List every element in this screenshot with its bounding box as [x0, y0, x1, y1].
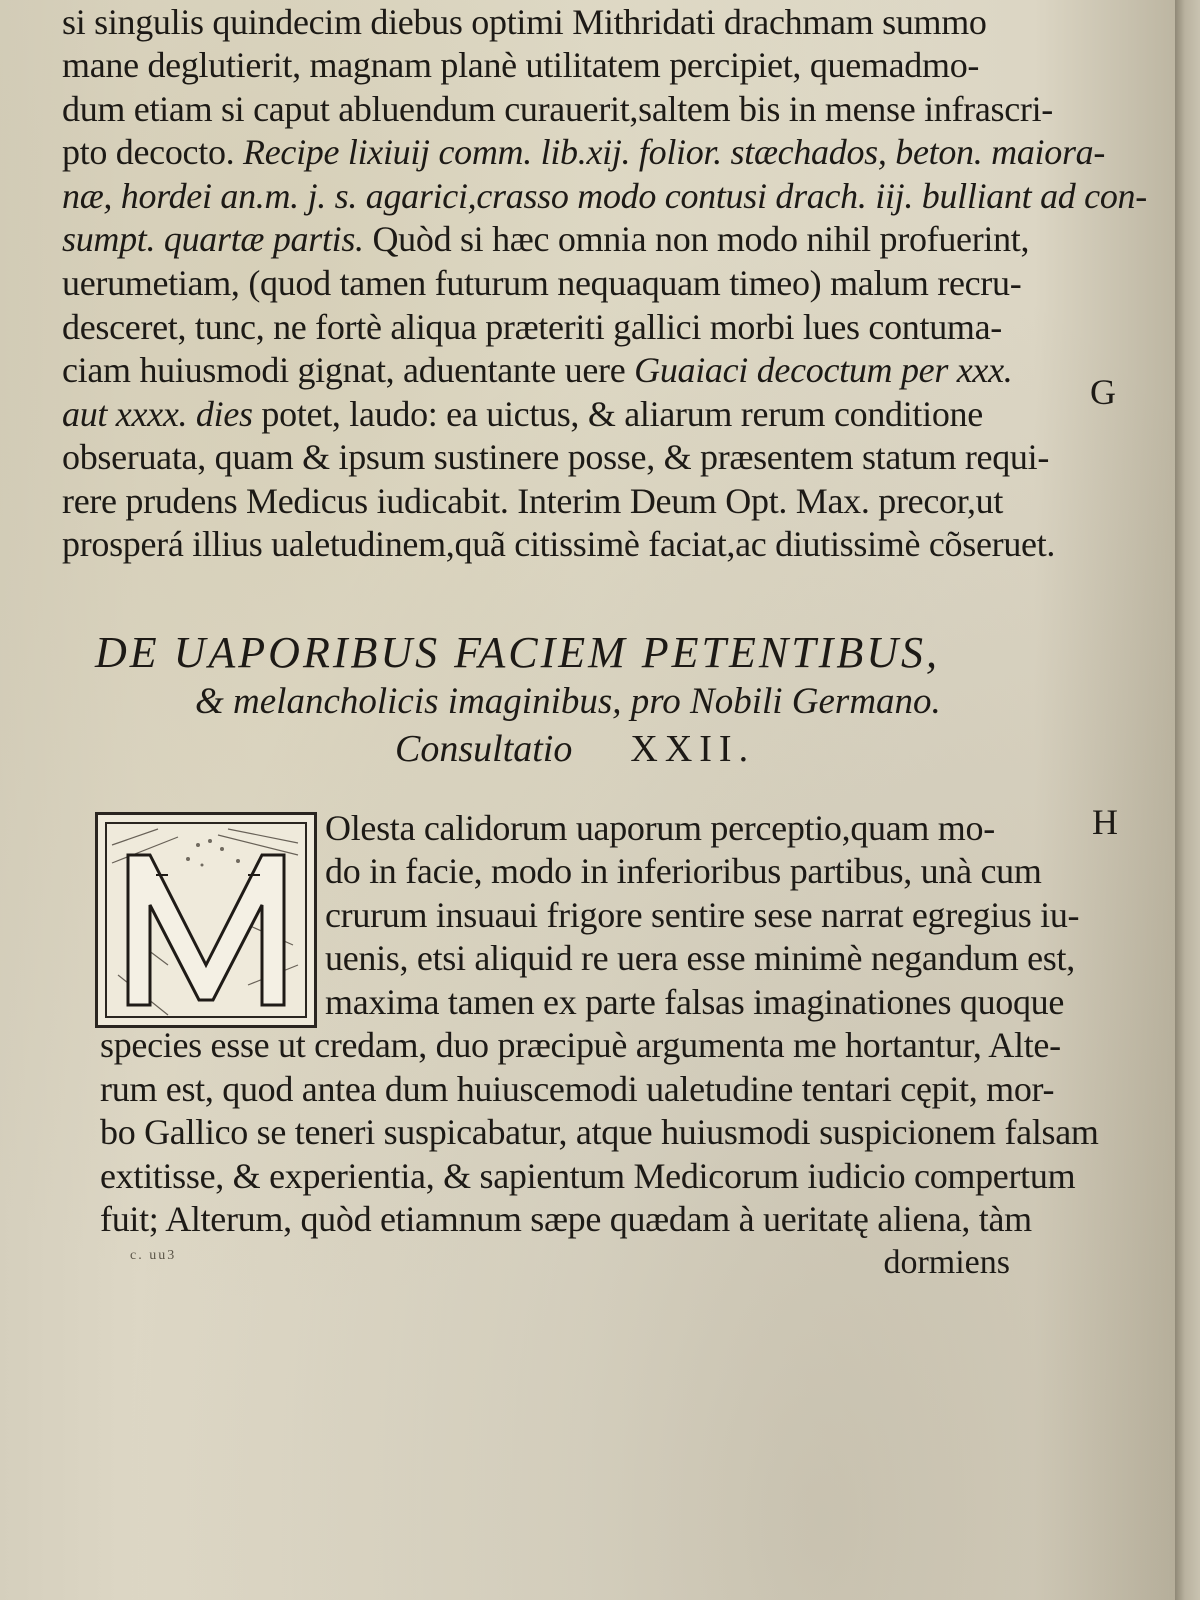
body-line-4: [325, 936, 1085, 980]
text-line-3: [62, 87, 1102, 131]
body-line-8: [100, 1110, 1099, 1154]
text-segment: ciam huiusmodi gignat, aduentante uere: [62, 350, 635, 390]
body-line-1: [325, 806, 1085, 850]
text-segment: Olesta calidorum uaporum perceptio,quam mo-: [325, 808, 995, 848]
italic-text-segment: Guaiaci decoctum per xxx.: [634, 350, 1013, 390]
text-segment: dum etiam si caput abluendum curauerit,saltem bis in mense infrascri-: [62, 89, 1053, 129]
text-segment: bo Gallico se teneri suspicabatur, atque huiusmodi suspicionem falsam: [100, 1112, 1099, 1152]
woodcut-scene: [98, 815, 314, 1025]
consultation-label: Consultatio: [395, 728, 573, 770]
text-line-9: [62, 348, 1102, 392]
body-line-9: [100, 1154, 1085, 1198]
text-line-11: [62, 435, 1102, 479]
margin-letter-h: H: [1092, 802, 1118, 842]
text-segment: rum est, quod antea dum huiuscemodi ualetudine tentari cępit, mor-: [100, 1069, 1055, 1109]
body-line-5: [325, 980, 1085, 1024]
text-line-4: [62, 130, 1106, 174]
body-line-6: [100, 1023, 1085, 1067]
text-segment: fuit; Alterum, quòd etiamnum sæpe quædam à ueritatę aliena, tàm: [100, 1199, 1032, 1239]
text-segment: pto decocto.: [62, 132, 244, 172]
consultation-number: XXII.: [630, 728, 756, 770]
italic-text-segment: sumpt. quartæ partis.: [62, 219, 373, 259]
text-segment: do in facie, modo in inferioribus partibus, unà cum: [325, 851, 1042, 891]
text-segment: prosperá illius ualetudinem,quã citissimè faciat,ac diutissimè cõseruet.: [62, 524, 1056, 564]
body-line-2: [325, 849, 1085, 893]
section-subheading: & melancholicis imaginibus, pro Nobili Germano.: [195, 681, 941, 722]
margin-letter-g: G: [1090, 372, 1116, 412]
text-segment: crurum insuaui frigore sentire sese narrat egregius iu-: [325, 895, 1080, 935]
text-segment: desceret, tunc, ne fortè aliqua præteriti gallici morbi lues contuma-: [62, 307, 1002, 347]
signature-mark: c. uu3: [130, 1248, 177, 1263]
text-line-12: [62, 479, 1102, 523]
catchword: dormiens: [883, 1244, 1010, 1281]
body-line-3: [325, 893, 1085, 937]
text-segment: maxima tamen ex parte falsas imaginationes quoque: [325, 982, 1065, 1022]
text-line-6: [62, 217, 1102, 261]
text-line-8: [62, 305, 1102, 349]
italic-text-segment: næ, hordei an.m. j. s. agarici,crasso modo contusi drach. iij. bulliant ad con-: [62, 176, 1147, 216]
italic-text-segment: Recipe lixiuij comm. lib.xij. folior. stæchados, beton. maiora-: [243, 132, 1106, 172]
text-segment: uenis, etsi aliquid re uera esse minimè negandum est,: [325, 938, 1075, 978]
text-segment: species esse ut credam, duo præcipuè argumenta me hortantur, Alte-: [100, 1025, 1061, 1065]
woodcut-initial-icon: [95, 812, 317, 1028]
text-segment: extitisse, & experientia, & sapientum Medicorum iudicio compertum: [100, 1156, 1076, 1196]
text-line-10: [62, 392, 1102, 436]
body-line-7: [100, 1067, 1085, 1111]
body-line-10: [100, 1197, 1085, 1241]
text-segment: rere prudens Medicus iudicabit. Interim Deum Opt. Max. precor,ut: [62, 481, 1004, 521]
text-segment: si singulis quindecim diebus optimi Mithridati drachmam summo: [62, 2, 987, 42]
consultation-title: [395, 724, 755, 774]
text-line-7: [62, 261, 1102, 305]
text-segment: obseruata, quam & ipsum sustinere posse, & præsentem statum requi-: [62, 437, 1050, 477]
book-gutter: [1175, 0, 1200, 1600]
italic-text-segment: aut xxxx. dies: [62, 394, 262, 434]
text-line-1: [62, 0, 1102, 44]
text-segment: uerumetiam, (quod tamen futurum nequaquam timeo) malum recru-: [62, 263, 1022, 303]
section-heading: DE UAPORIBUS FACIEM PETENTIBUS,: [95, 628, 940, 677]
text-segment: Quòd si hæc omnia non modo nihil profuerint,: [372, 219, 1030, 259]
text-segment: potet, laudo: ea uictus, & aliarum rerum conditione: [261, 394, 983, 434]
text-line-2: [62, 43, 1102, 87]
text-line-13: [62, 522, 1102, 566]
text-line-5: [62, 174, 1147, 218]
text-segment: mane deglutierit, magnam planè utilitatem percipiet, quemadmo-: [62, 45, 980, 85]
